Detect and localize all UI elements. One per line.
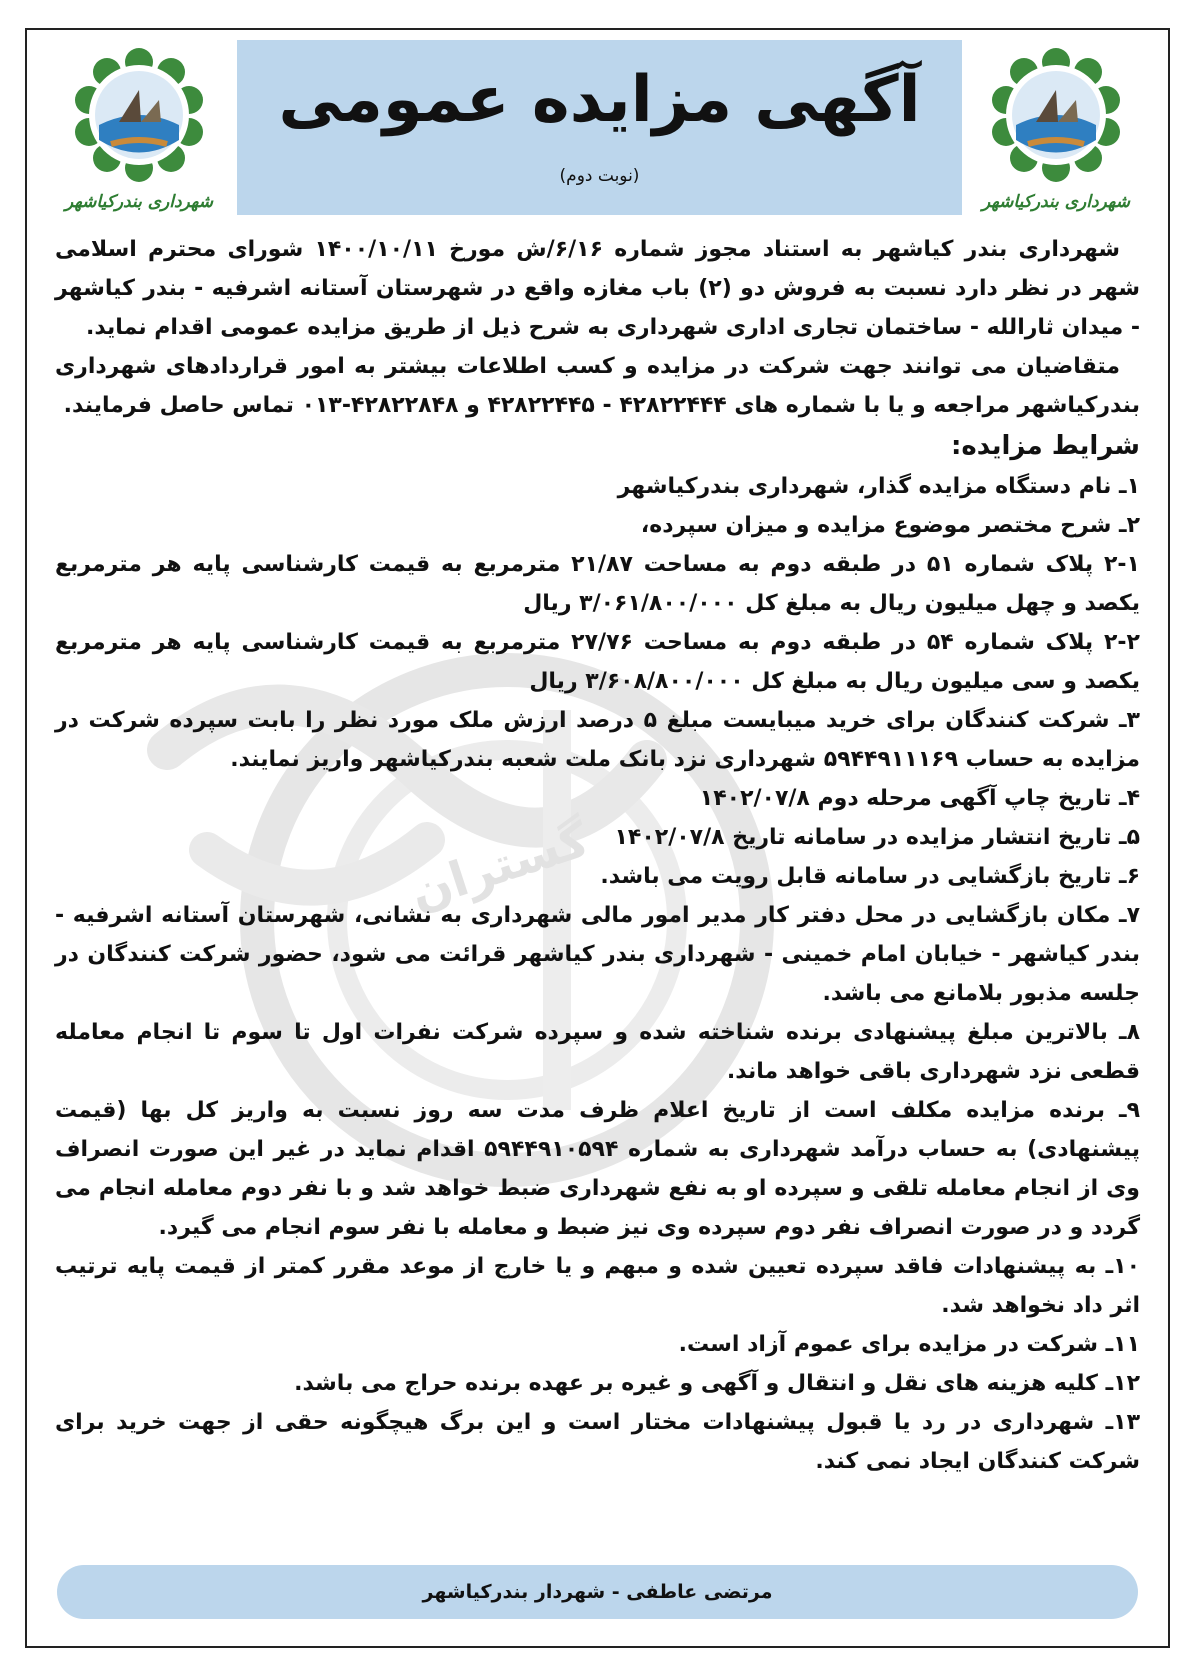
- watermark-text: گستران: [403, 811, 596, 922]
- condition-item: ۹ـ برنده مزایده مکلف است از تاریخ اعلام ظرف مدت سه روز نسبت به واریز کل بها (قیمت پیشنهادی) به حساب درآمد شهرداری به شماره ۵۹۴۴۹۱۰۵۹۴ اقدام نماید در غیر این صورت انصراف وی از انجام معامله تلقی و سپرده او به نفع شهرداری ضبط خواهد شد و با نفر دوم معامله انجام می گردد و در صورت انصراف نفر دوم سپرده وی نیز ضبط و معامله با نفر سوم انجام می گیرد.: [55, 1098, 1140, 1240]
- condition-item: ۲-۱ پلاک شماره ۵۱ در طبقه دوم به مساحت ۲۱/۸۷ مترمربع به قیمت کارشناسی پایه هر مترمربع یکصد و چهل میلیون ریال به مبلغ کل ۳/۰۶۱/۸۰۰/۰۰۰ ریال: [55, 552, 1140, 616]
- title-box: [237, 40, 962, 215]
- condition-item: ۱۱ـ شرکت در مزایده برای عموم آزاد است.: [678, 1332, 1140, 1357]
- municipality-logo-right: [966, 40, 1146, 220]
- condition-item: ۴ـ تاریخ چاپ آگهی مرحله دوم ۱۴۰۲/۰۷/۸: [699, 786, 1140, 811]
- logo-emblem-icon: [966, 40, 1146, 190]
- condition-item: ۶ـ تاریخ بازگشایی در سامانه قابل رویت می باشد.: [600, 864, 1140, 889]
- notice-body: [55, 230, 1140, 1481]
- condition-item: ۲ـ شرح مختصر موضوع مزایده و میزان سپرده،: [640, 513, 1140, 538]
- condition-item: ۱۰ـ به پیشنهادات فاقد سپرده تعیین شده و مبهم و یا خارج از موعد مقرر کمتر از قیمت پایه ترتیب اثر داد نخواهد شد.: [55, 1254, 1140, 1318]
- condition-item: ۳ـ شرکت کنندگان برای خرید میبایست مبلغ ۵ درصد ارزش ملک مورد نظر را بابت سپرده شرکت در مزایده به حساب ۵۹۴۴۹۱۱۱۶۹ شهرداری نزد بانک ملت شعبه بندرکیاشهر واریز نمایند.: [55, 708, 1140, 772]
- logo-caption: شهرداری بندرکیاشهر: [981, 192, 1131, 212]
- condition-item: ۱۳ـ شهرداری در رد یا قبول پیشنهادات مختار است و این برگ هیچگونه حقی از جهت خرید برای شرکت کنندگان ایجاد نمی کند.: [55, 1410, 1140, 1474]
- condition-item: ۷ـ مکان بازگشایی در محل دفتر کار مدیر امور مالی شهرداری به نشانی، شهرستان آستانه اشرفیه - بندر کیاشهر - خیابان امام خمینی - شهرداری بندر کیاشهر قرائت می شود، حضور شرکت کنندگان در جلسه مذبور بلامانع می باشد.: [55, 903, 1140, 1006]
- logo-emblem-icon: [49, 40, 229, 190]
- mayor-signature: مرتضی عاطفی - شهردار بندرکیاشهر: [422, 1581, 773, 1603]
- intro-contact-paragraph: متقاضیان می توانند جهت شرکت در مزایده و کسب اطلاعات بیشتر به امور قراردادهای شهرداری بندرکیاشهر مراجعه و یا با شماره های ۴۲۸۲۲۴۴۴ - ۴۲۸۲۲۴۴۵ و ۴۲۸۲۲۸۴۸-۰۱۳ تماس حاصل فرمایند.: [55, 354, 1140, 418]
- notice-title: آگهی مزایده عمومی: [278, 63, 921, 137]
- conditions-heading: شرایط مزایده:: [950, 431, 1140, 461]
- municipality-logo-left: [49, 40, 229, 220]
- condition-item: ۱۲ـ کلیه هزینه های نقل و انتقال و آگهی و غیره بر عهده برنده حراج می باشد.: [294, 1371, 1140, 1396]
- intro-paragraph: شهرداری بندر کیاشهر به استناد مجوز شماره ۶/۱۶/ش مورخ ۱۴۰۰/۱۰/۱۱ شورای محترم اسلامی شهر در نظر دارد نسبت به فروش دو (۲) باب مغازه واقع در شهرستان آستانه اشرفیه - بندر کیاشهر - میدان ثارالله - ساختمان تجاری اداری شهرداری به شرح ذیل از طریق مزایده عمومی اقدام نماید.: [55, 237, 1140, 340]
- notice-frame: [25, 28, 1170, 1648]
- logo-caption: شهرداری بندرکیاشهر: [64, 192, 214, 212]
- condition-item: ۵ـ تاریخ انتشار مزایده در سامانه تاریخ ۱۴۰۲/۰۷/۸: [614, 825, 1140, 850]
- signature-bar: [57, 1565, 1138, 1619]
- condition-item: ۱ـ نام دستگاه مزایده گذار، شهرداری بندرکیاشهر: [617, 474, 1140, 499]
- notice-round: (نوبت دوم): [559, 166, 640, 186]
- condition-item: ۲-۲ پلاک شماره ۵۴ در طبقه دوم به مساحت ۲۷/۷۶ مترمربع به قیمت کارشناسی پایه هر مترمربع یکصد و سی میلیون ریال به مبلغ کل ۳/۶۰۸/۸۰۰/۰۰۰ ریال: [55, 630, 1140, 694]
- condition-item: ۸ـ بالاترین مبلغ پیشنهادی برنده شناخته شده و سپرده شرکت نفرات اول تا سوم تا انجام معامله قطعی نزد شهرداری باقی خواهد ماند.: [55, 1020, 1140, 1084]
